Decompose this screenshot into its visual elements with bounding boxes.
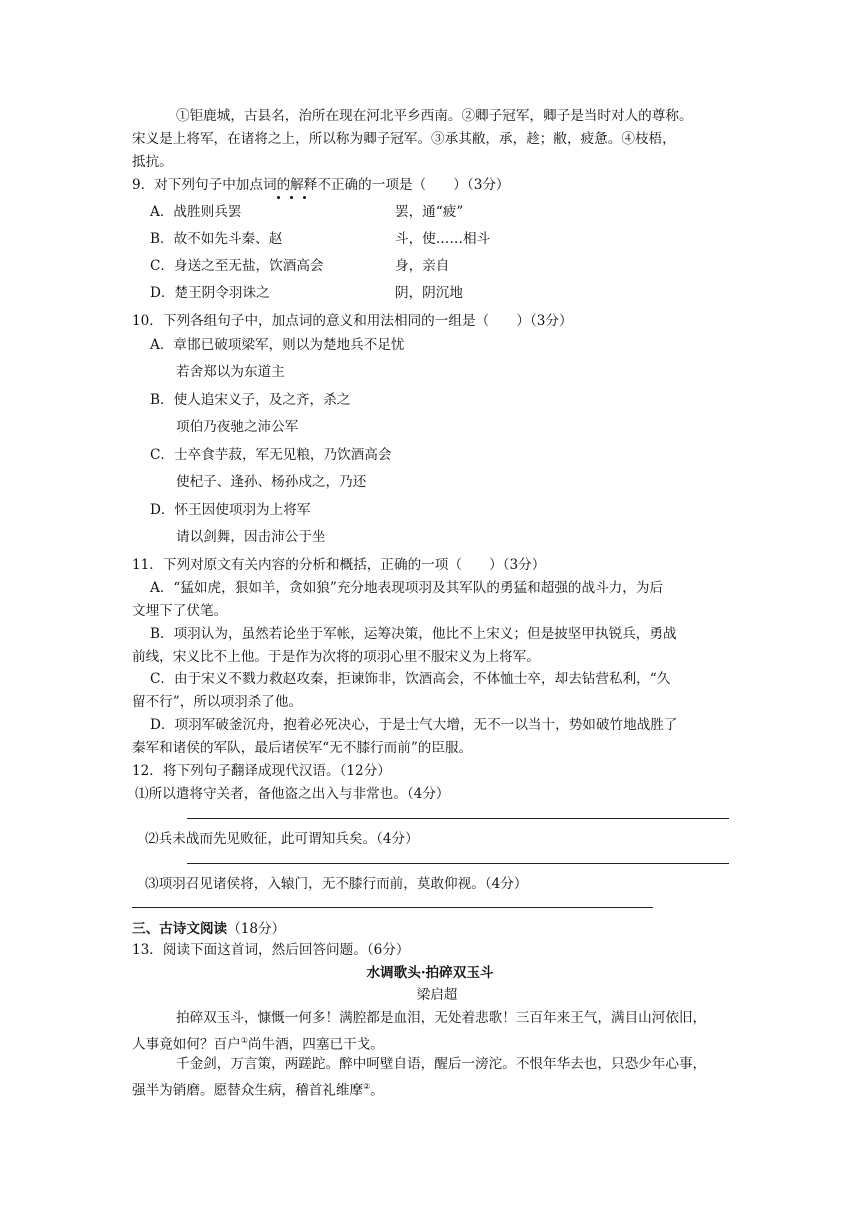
answer-line <box>187 818 729 819</box>
footnote-marker: ① <box>240 1036 248 1045</box>
q12-sentence-3: ⑶项羽召见诸侯将，入辕门，无不膝行而前，莫敢仰视。（4分） <box>145 876 528 892</box>
section-title: 三、古诗文阅读 <box>132 921 228 937</box>
poem-author: 梁启超 <box>416 987 458 1003</box>
q9-option-b: B．故不如先斗秦、赵 <box>150 231 283 247</box>
q9-gloss-d: 阴，阴沉地 <box>395 285 463 301</box>
answer-line <box>187 863 729 864</box>
q10-option-c-line2: 使杞子、逢孙、杨孙戍之，乃还 <box>176 474 367 490</box>
q10-option-a-line2: 若舍郑以为东道主 <box>176 364 285 380</box>
q9-option-a: A．战胜则兵罢 <box>150 204 242 220</box>
q9-option-c: C．身送之至无盐，饮酒高会 <box>150 258 324 274</box>
q10-option-d-line2: 请以剑舞，因击沛公于坐 <box>176 529 326 545</box>
section-heading <box>132 919 285 939</box>
poem-text: 尚牛酒，四塞已干戈。 <box>247 1036 384 1053</box>
note-line: 宋义是上将军，在诸将之上，所以称为卿子冠军。③承其敝，承，趁；敝，疲惫。④枝梧， <box>132 131 676 147</box>
q11-option-c-line2: 留不行”，所以项羽杀了他。 <box>132 694 303 710</box>
poem-line <box>132 1031 384 1055</box>
note-line: 抵抗。 <box>132 154 173 170</box>
question-9-stem: 9．对下列句子中加点词的解释不正确的一项是（ ）（3分） <box>132 177 510 193</box>
q11-option-d-line1: D．项羽军破釜沉舟，抱着必死决心，于是士气大增，无不一以当十，势如破竹地战胜了 <box>150 717 678 733</box>
q9-gloss-b: 斗，使……相斗 <box>395 231 491 247</box>
poem-text: 人事竟如何？百户 <box>132 1036 241 1053</box>
note-line: ①钜鹿城，古县名，治所在现在河北平乡西南。②卿子冠军，卿子是当时对人的尊称。 <box>176 108 693 124</box>
footnote-marker: ② <box>363 1082 371 1091</box>
q11-option-a-line1: A．“猛如虎，狠如羊，贪如狼”充分地表现项羽及其军队的勇猛和超强的战斗力，为后 <box>150 580 664 596</box>
poem-title: 水调歌头·拍碎双玉斗 <box>366 965 494 981</box>
q11-option-d-line2: 秦军和诸侯的军队，最后诸侯军“无不膝行而前”的臣服。 <box>132 740 473 756</box>
q9-gloss-c: 身，亲自 <box>395 258 450 274</box>
poem-line: 千金剑，万言策，两蹉跎。醉中呵壁自语，醒后一滂沱。不恨年华去也，只恐少年心事， <box>176 1056 707 1072</box>
question-11-stem: 11．下列对原文有关内容的分析和概括，正确的一项（ ）（3分） <box>132 557 546 573</box>
question-13-stem: 13．阅读下面这首词，然后回答问题。（6分） <box>132 942 410 958</box>
q9-option-d: D．楚王阴令羽诛之 <box>150 285 270 301</box>
q10-option-a-line1: A．章邯已破项梁军，则以为楚地兵不足忧 <box>150 337 405 353</box>
q10-option-c-line1: C．士卒食芋菽，军无见粮，乃饮酒高会 <box>150 447 392 463</box>
q10-option-b-line2: 项伯乃夜驰之沛公军 <box>176 419 299 435</box>
q10-option-d-line1: D．怀王因使项羽为上将军 <box>150 502 311 518</box>
emphasis-dots <box>277 196 306 199</box>
section-score: （18分） <box>227 921 286 937</box>
question-10-stem: 10．下列各组句子中，加点词的意义和用法相同的一组是（ ）（3分） <box>132 313 573 329</box>
q10-option-b-line1: B．使人追宋义子，及之齐，杀之 <box>150 392 351 408</box>
q11-option-b-line1: B．项羽认为，虽然若论坐于军帐，运筹决策，他比不上宋义；但是披坚甲执锐兵，勇战 <box>150 626 677 642</box>
q11-option-c-line1: C．由于宋义不戮力救赵攻秦，拒谏饰非，饮酒高会，不体恤士卒，却去钻营私利，“久 <box>150 671 671 687</box>
q12-sentence-1: ⑴所以遣将守关者，备他盗之出入与非常也。（4分） <box>135 786 450 802</box>
question-12-stem: 12．将下列句子翻译成现代汉语。（12分） <box>132 763 391 779</box>
q11-option-b-line2: 前线，宋义比不上他。于是作为次将的项羽心里不服宋义为上将军。 <box>132 649 540 665</box>
q9-gloss-a: 罢，通“疲” <box>395 204 464 220</box>
poem-line <box>132 1077 384 1101</box>
q12-sentence-2: ⑵兵未战而先见败征，此可谓知兵矣。（4分） <box>145 831 419 847</box>
q11-option-a-line2: 文埋下了伏笔。 <box>132 603 228 619</box>
poem-text: 强半为销磨。愿替众生病，稽首礼维摩 <box>132 1082 364 1099</box>
answer-line <box>132 907 653 908</box>
poem-text: 。 <box>370 1082 384 1099</box>
poem-line: 拍碎双玉斗，慷慨一何多！满腔都是血泪，无处着悲歌！三百年来王气，满目山河依旧， <box>176 1010 707 1026</box>
